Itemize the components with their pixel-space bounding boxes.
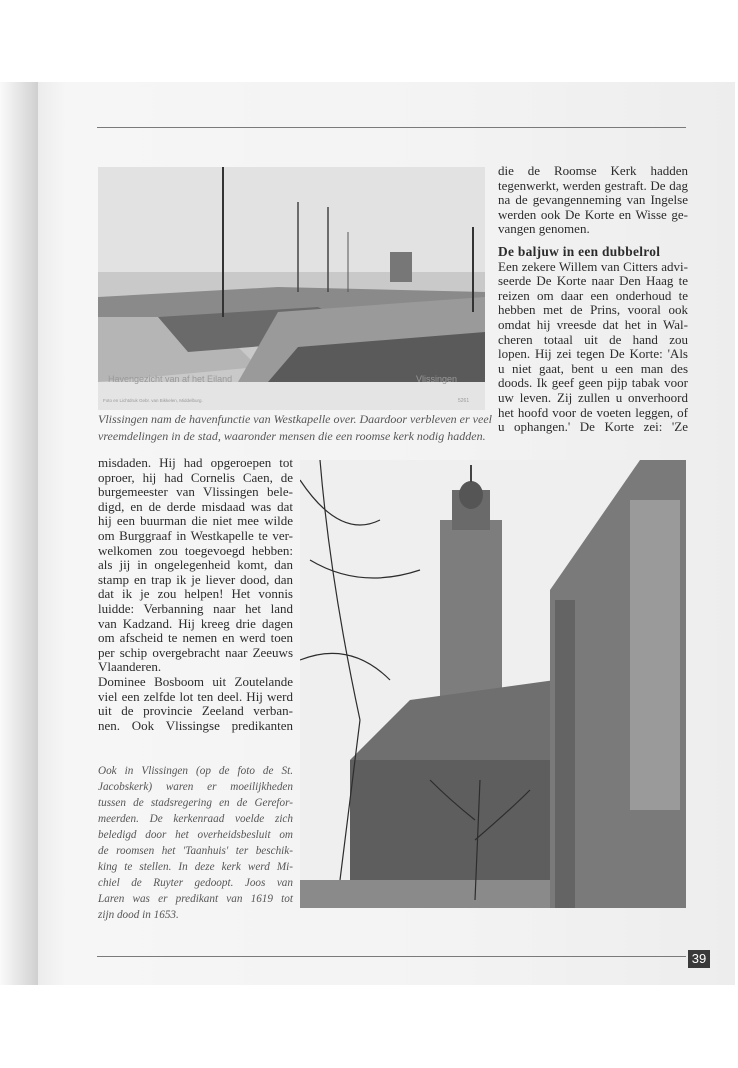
- body-line: het hoofd voor de voeten leggen, of: [498, 404, 688, 420]
- caption-line: vreemdelingen in de stad, waaronder mensen die een roomse kerk nodig hadden.: [98, 429, 486, 443]
- body-line: luidde: Verbanning naar het land: [98, 600, 293, 616]
- body-line: Dominee Bosboom uit Zoutelande: [98, 673, 293, 689]
- caption-line: beledigd door het overheidsbesluit om: [98, 829, 293, 841]
- photo-credit: Foto en Lichtdruk Gebr. van Bikkelen, Middelburg.: [103, 398, 203, 403]
- body-line: Vlaanderen.: [98, 659, 162, 675]
- body-line: reizen om daar een onderhoud te: [498, 287, 688, 303]
- caption-line: Vlissingen nam de havenfunctie van Westkapelle over. Daardoor verbleven er veel: [98, 412, 492, 426]
- body-line: digd, en de derde misdaad was dat: [98, 498, 293, 514]
- body-line: cheren totaal uit de hand zou: [498, 331, 688, 347]
- body-line: uw leven. Zij zullen u onverhoord: [498, 389, 688, 405]
- caption-line: king te stellen. In deze kerk werd Mi-: [98, 861, 293, 873]
- body-line: per schip overgebracht naar Zeeuws: [98, 644, 293, 660]
- body-line: vangen genomen.: [498, 221, 590, 237]
- photo-number: 5261: [458, 398, 470, 404]
- right-column: [498, 164, 688, 435]
- caption-line: Ook in Vlissingen (op de foto de St.: [98, 765, 293, 777]
- body-line: seerde De Korte naar Den Haag te: [498, 273, 688, 289]
- top-rule: [97, 127, 686, 128]
- caption-line: zijn dood in 1653.: [98, 909, 179, 921]
- body-line: welkomen zou toegevoegd hebben:: [98, 542, 293, 558]
- section-heading: De baljuw in een dubbelrol: [498, 243, 661, 259]
- body-line: om afscheid te nemen en werd toen: [98, 630, 293, 646]
- body-line: tegenwerkt, werden gestraft. De dag: [498, 177, 688, 193]
- body-line: die de Roomse Kerk hadden: [498, 163, 688, 178]
- body-line: hij een buurman die niet mee wilde: [98, 513, 293, 529]
- caption-line: Laren was er predikant van 1619 tot: [98, 893, 293, 905]
- caption-line: meerden. De kerkenraad voelde zich: [98, 813, 293, 825]
- body-line: stamp en trap ik je liever dood, dan: [98, 571, 293, 587]
- harbour-photo-caption: [98, 411, 492, 445]
- body-line: oproer, hij had Cornelis Caen, de: [98, 469, 293, 485]
- harbour-photo: [98, 167, 485, 410]
- page-number: 39: [688, 950, 710, 968]
- body-line: doods. Ik geef geen pijp tabak voor: [498, 375, 688, 391]
- body-line: u ophangen.' De Korte zei: 'Ze: [498, 419, 688, 435]
- body-line: werden ook De Korte en Wisse ge-: [498, 206, 688, 222]
- caption-line: Jacobskerk) waren er moeilijkheden: [98, 781, 293, 793]
- body-line: omdat hij vreesde dat het in Wal-: [498, 316, 688, 332]
- body-line: lopen. Hij zei tegen De Korte: 'Als: [498, 346, 688, 362]
- page-gutter: [0, 82, 38, 985]
- caption-line: tussen de stadsregering en de Gerefor-: [98, 797, 293, 809]
- photo-title-left: Havengezicht van af het Eiland: [108, 374, 233, 384]
- caption-line: de roomsen het 'Taanhuis' ter beschik-: [98, 845, 293, 857]
- church-photo-caption: [98, 763, 293, 923]
- caption-line: chiel de Ruyter gedoopt. Joos van: [98, 877, 293, 889]
- body-line: dat ik je zou helpen! Het vonnis: [98, 586, 293, 602]
- body-line: als jij in ongelegenheid komt, dan: [98, 557, 293, 573]
- body-line: burgemeester van Vlissingen bele-: [98, 484, 293, 500]
- left-column: [98, 456, 293, 733]
- body-line: hebben met de Prins, vooral ook: [498, 302, 688, 318]
- body-line: nen. Ook Vlissingse predikanten: [98, 717, 293, 733]
- body-line: Een zekere Willem van Citters advi-: [498, 258, 688, 274]
- church-photo: [300, 460, 686, 908]
- body-line: misdaden. Hij had opgeroepen tot: [98, 455, 293, 470]
- body-line: van Kadzand. Hij kreeg drie dagen: [98, 615, 293, 631]
- bottom-rule: [97, 956, 686, 957]
- photo-title-right: Vlissingen: [416, 374, 458, 384]
- church-illustration: [300, 460, 686, 908]
- body-line: om Burggraaf in Westkapelle te ver-: [98, 527, 293, 543]
- body-line: uit de provincie Zeeland verban-: [98, 703, 293, 719]
- body-line: na de gevangenneming van Ingelse: [498, 192, 688, 208]
- body-line: viel een zelfde lot ten deel. Hij werd: [98, 688, 293, 704]
- body-line: u niet gaat, bent u een man des: [498, 360, 688, 376]
